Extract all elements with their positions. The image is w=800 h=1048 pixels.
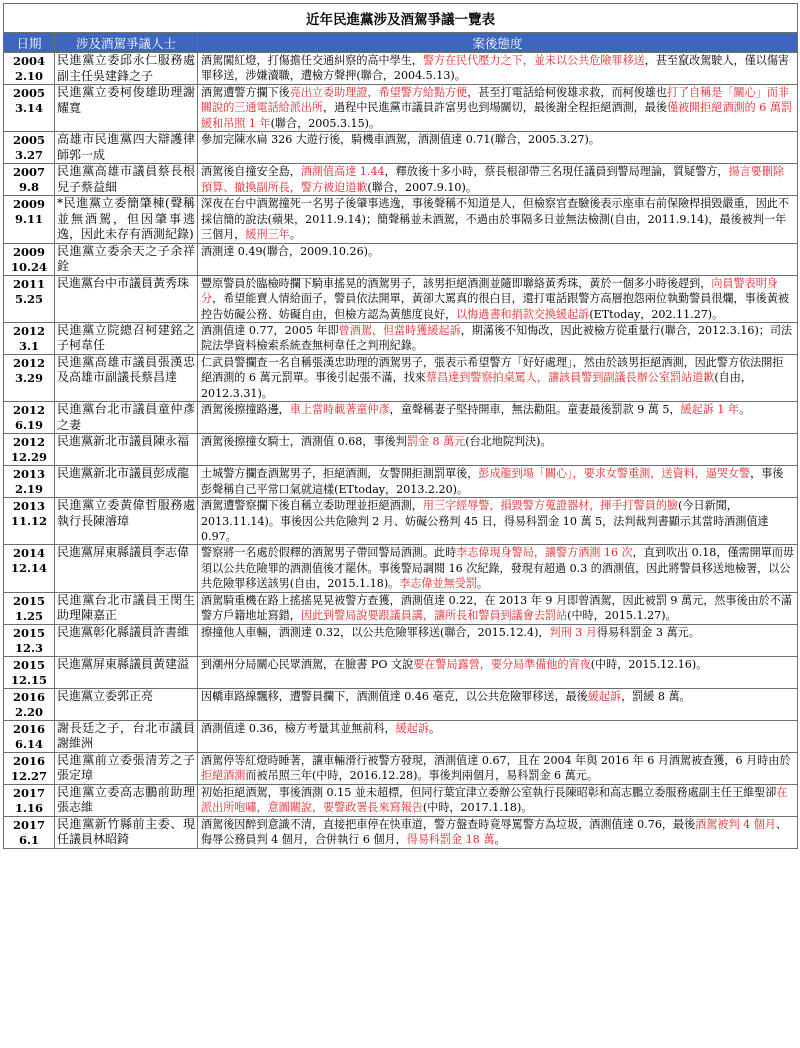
date-day: 1.25 [14,608,43,623]
description-text: ，甚至竄改駕駛人，僅以傷害罪移送，涉嫌瀆職，遭檢方聲押(聯合，2004.5.13)。 [201,54,790,83]
date-day: 12.29 [10,450,47,465]
date-cell [4,243,55,275]
attitude-cell [198,354,798,401]
description-text: 酒駕後擦撞路邊， [201,403,290,417]
date-cell [4,816,55,848]
person-cell: 民進黨台北市議員王閔生助理陳嘉正 [55,592,198,624]
date-year: 2017 [12,817,45,832]
date-cell [4,624,55,656]
date-cell [4,720,55,752]
date-day: 12.3 [14,640,43,655]
table-title: 近年民進黨涉及酒駕爭議一覽表 [4,4,798,33]
date-year: 2015 [12,657,45,672]
header-date: 日期 [4,33,55,53]
attitude-cell [198,752,798,784]
description-text: (聯合，2007.9.10)。 [367,180,477,194]
header-row [4,33,798,53]
highlight-text: 警方在民代壓力之下，並未以公共危險罪移送 [422,54,645,67]
person-cell: 民進黨立委柯俊雄助理謝耀寬 [55,85,198,132]
attitude-cell [198,466,798,498]
highlight-text: 在派出所咆嘯，意圖關說，要警政署長來寫報告 [201,785,788,814]
attitude-cell [198,498,798,545]
date-cell [4,85,55,132]
highlight-text: 車上當時載著童仲彥 [289,403,390,417]
attitude-cell [198,196,798,244]
attitude-cell [198,322,798,354]
date-day: 3.14 [14,101,43,115]
date-year: 2016 [12,689,45,704]
date-day: 5.25 [14,291,43,306]
date-cell [4,275,55,322]
description-text: ，直到吹出 0.18，僅需開單而毋須以公共危險罪的酒測值後才罷休。事後警局調閱 16 次紀錄，發現有超過 0.3 的酒測值，因此將警員移送地檢署，以公共危險罪移送該男(自由，2015.1.18)。 [201,546,795,591]
table-row [4,196,798,244]
date-cell [4,656,55,688]
table-row [4,498,798,545]
date-cell [4,498,55,545]
table-row [4,816,798,848]
table-row [4,402,798,434]
description-text: ，事後彭聲稱自己平常口氣就這樣(ETtoday，2013.2.20)。 [201,467,784,496]
table-row [4,720,798,752]
highlight-text: 緩起訴 1 年 [680,403,740,417]
description-text: 酒測值達 0.77，2005 年即 [201,323,339,337]
person-cell: 民進黨屏東縣議員黃建溢 [55,656,198,688]
description-text: 擦撞他人車輛，酒測達 0.32，以公共危險罪移送(聯合，2015.12.4)， [201,625,550,639]
attitude-cell [198,688,798,720]
date-cell [4,53,55,85]
highlight-text: 緩起訴 [395,721,429,735]
date-year: 2007 [12,165,45,180]
date-year: 2017 [12,785,45,800]
date-day: 1.16 [14,800,43,815]
table-row [4,434,798,466]
table-row [4,322,798,354]
date-year: 2012 [12,435,45,450]
attitude-cell [198,784,798,816]
person-cell: 民進黨新北市議員彭成龍 [55,466,198,498]
table-row [4,784,798,816]
description-text: 警察將一名處於假釋的酒駕男子帶回警局酒測。此時 [201,546,457,560]
highlight-text: 僅被開拒絕酒測的 6 萬罰緩和吊照 1 年 [201,101,793,130]
date-day: 12.15 [10,672,47,687]
description-text: 。 [289,228,301,242]
highlight-text: 要在警局露營，要分局準備他的宵夜 [413,657,591,671]
person-cell: 高雄市民進黨四大辯護律師郭一成 [55,132,198,164]
person-cell: 民進黨立委高志鵬前助理張志維 [55,784,198,816]
date-year: 2013 [12,499,45,514]
date-day: 2.20 [14,704,43,719]
highlight-text: 打了自稱是「關心」而非關說的三通電話給派出所 [201,86,790,115]
description-text: ，希望能賣人情給面子，警員依法開單，黃卻大罵真的很白目，還打電話跟警方高層抱怨兩位執勤警員很爛，事後黃被控告妨礙公務、妨礙自由，但檢方認為黃態度良好， [201,292,789,321]
date-cell [4,784,55,816]
highlight-text: 以悔過書和捐款交換緩起訴 [456,307,590,321]
description-text: 酒測值達 0.36，檢方考量其並無前科， [201,721,396,735]
highlight-text: 彭成龍到場「關心」，要求女警重測，送資料，逼哭女警 [478,467,751,481]
date-day: 3.1 [18,338,39,353]
description-text: 。 [494,833,506,846]
description-text: (今日新聞，2013.11.14)。事後因公共危險判 2 月、妨礙公務判 45 日，得易科罰金 10 萬 5，法判裁判書顯示其當時酒測值達 0.97。 [201,499,769,543]
date-cell [4,752,55,784]
person-cell: 民進黨新北市議員陳永福 [55,434,198,466]
description-text: 酒駕後擦撞女騎士，酒測值 0.68，事後判 [201,435,407,449]
date-cell [4,322,55,354]
description-text: (自由，2012.3.31)。 [201,371,752,400]
description-text: ，童聲稱妻子堅持開車，無法勸阻。童妻最後罰款 9 萬 5， [389,403,681,417]
date-cell [4,196,55,244]
person-cell: 民進黨立委郭正亮 [55,688,198,720]
header-person: 涉及酒駕爭議人士 [55,33,198,53]
person-cell: 民進黨高雄市議員蔡長根兒子蔡益細 [55,164,198,196]
date-year: 2015 [12,625,45,640]
description-text: 仁武員警攔查一名自稱張漢忠助理的酒駕男子，張表示希望警方「好好處理」，然由於該男拒絕酒測，因此警方依法開拒絕酒測的 6 萬元罰單。事後引起張不滿，找來 [201,355,784,385]
attitude-cell [198,164,798,196]
date-year: 2016 [12,753,45,768]
highlight-text: 曾酒駕，但當時獲緩起訴 [338,323,461,337]
description-text: 。 [428,721,441,735]
description-text: 豐原警員於臨檢時攔下騎車搖晃的酒駕男子，該男拒絕酒測並隨即聯絡黃秀珠，黃於一個多小時後趕到， [201,276,712,290]
table-row [4,466,798,498]
description-text: 土城警方攔查酒駕男子，拒絕酒測，女警開拒測罰單後， [201,467,479,481]
date-day: 12.27 [10,768,47,783]
table-row [4,85,798,132]
highlight-text: 亮出立委助理證，希望警方給點方便 [289,86,468,99]
date-day: 2.19 [14,482,43,497]
description-text: ，釋放後十多小時，蔡長根卻帶三名現任議員到警局理論，質疑警方， [384,165,729,179]
table-row [4,53,798,85]
description-text: 酒駕後自撞安全島， [201,165,301,179]
date-day: 11.12 [10,514,47,529]
description-text: 到潮州分局關心民眾酒駕，在臉書 PO 文說 [201,657,414,671]
date-day: 6.1 [18,832,39,847]
description-text: (聯合，2005.3.15)。 [270,116,381,130]
description-text: 酒駕停等紅燈時睡著，讓車輛滑行被警方發現，酒測值達 0.67，且在 2004 年與 2016 年 6 月酒駕被查獲，6 月時由於 [201,753,791,767]
description-text: ，甚至打電話給柯俊雄求救，而柯俊雄也 [467,86,667,99]
person-cell: 民進黨立委邱永仁服務處副主任吳建鋒之子 [55,53,198,85]
highlight-text: 緩起訴 [587,689,622,703]
date-day: 9.8 [18,180,39,195]
date-year: 2009 [12,197,45,212]
attitude-cell [198,53,798,85]
date-year: 2012 [12,323,45,338]
date-day: 3.29 [14,370,43,385]
date-day: 6.19 [14,418,43,433]
highlight-text: 酒駕被判 4 個月 [695,817,776,831]
person-cell: 民進黨台北市議員童仲彥之妻 [55,402,198,434]
date-year: 2004 [12,54,45,68]
attitude-cell [198,720,798,752]
description-text: (中時，2015.1.27)。 [567,609,677,622]
description-text: 酒駕遭警察攔下後自稱立委助理並拒絕酒測， [201,499,423,513]
dui-controversy-table [3,3,798,849]
attitude-cell [198,656,798,688]
header-attitude: 案後態度 [198,33,798,53]
person-cell: 民進黨台中市議員黃秀珠 [55,275,198,322]
date-day: 12.14 [10,561,47,576]
date-cell [4,402,55,434]
description-text: 酒駕闖紅燈，打傷擔任交通糾察的高中學生， [201,54,423,67]
attitude-cell [198,243,798,275]
date-day: 6.14 [14,736,43,751]
description-text: 得易科罰金 3 萬元。 [596,625,700,639]
attitude-cell [198,85,798,132]
table-row [4,752,798,784]
table-row [4,164,798,196]
table-row [4,275,798,322]
date-day: 2.10 [14,69,43,83]
highlight-text: 罰金 8 萬元 [406,435,466,449]
date-cell [4,164,55,196]
attitude-cell [198,132,798,164]
attitude-cell [198,402,798,434]
person-cell: 民進黨立院總召柯建銘之子柯韋任 [55,322,198,354]
person-cell: 民進黨高雄市議員張漢忠及高雄市副議長蔡昌達 [55,354,198,401]
attitude-cell [198,624,798,656]
date-cell [4,545,55,592]
table-body [4,53,798,849]
table-row [4,592,798,624]
highlight-text: 得易科罰金 18 萬 [406,833,495,846]
highlight-text: 向員警表明身分 [201,276,778,306]
highlight-text: 李志偉現身警局，讓警方酒測 16 次 [456,546,633,560]
date-year: 2012 [12,403,45,418]
highlight-text: 蔡昌達到警察拍桌罵人，讓該員警到副議長辦公室罰站道歉 [425,371,715,385]
highlight-text: 因此到警局說要跟議員講，讓所長和警員到議會去罰站 [300,609,568,622]
table-row [4,132,798,164]
date-year: 2011 [12,276,45,291]
description-text: (台北地院判決)。 [465,435,552,449]
description-text: 酒駕騎重機在路上搖搖晃晃被警方查獲，酒測值達 0.22，在 2013 年 9 月即曾酒駕，因此被罰 9 萬元，然事後由於不滿警方戶籍地址寫錯， [201,593,792,622]
description-text: 。 [739,403,751,417]
person-cell: 民進黨屏東縣議員李志偉 [55,545,198,592]
date-day: 3.27 [14,148,43,163]
description-text: 酒駕遭警方攔下後 [201,86,290,99]
description-text: (ETtoday，202.11.27)。 [589,307,724,321]
highlight-text: 揚言要刪除預算、撤換副所長，警方被迫道歉 [201,165,784,194]
table-row [4,243,798,275]
date-cell [4,592,55,624]
highlight-text: 用三字經辱警，損毀警方蒐證器材，揮手打警員的臉 [422,499,679,513]
description-text: ，期滿後不知悔改，因此被檢方從重量行(聯合，2012.3.16)；司法院法學資料檢索系統查無柯韋任之判刑紀錄。 [201,323,793,353]
highlight-text: 拒絕酒測 [201,769,246,782]
date-year: 2015 [12,593,45,608]
description-text: 因轎車路線飄移，遭警員攔下，酒測值達 0.46 毫克，以公共危險罪移送，最後 [201,689,588,703]
highlight-text: 判刑 3 月 [549,625,597,639]
date-year: 2005 [12,86,45,100]
description-text: 深夜在台中酒駕撞死一名男子後肇事逃逸，事後聲稱不知道是人，但檢察官查驗後表示座車右前保險桿損毀嚴重，因此不採信簡的說法(蘋果，2011.9.14)；簡聲稱並未酒駕，不過由於事隔多日並無法檢測(自由，2011.9.14)，最後被判一年三個月， [201,197,789,242]
date-cell [4,466,55,498]
description-text: 初始拒絕酒駕，事後酒測 0.15 並未超標，但同行葉宜津立委辦公室執行長陳昭彰和高志鵬立委服務處副主任王維聖卻 [201,785,777,799]
highlight-text: 酒測值高達 1.44 [300,165,385,179]
description-text: (中時，2015.12.16)。 [590,657,708,671]
description-text: 酒測達 0.49(聯合，2009.10.26)。 [201,244,380,258]
table-row [4,545,798,592]
date-year: 2016 [12,721,45,736]
description-text: 而被吊照三年(中時，2016.12.28)。事後判兩個月，易科罰金 6 萬元。 [245,769,598,782]
attitude-cell [198,434,798,466]
date-year: 2012 [12,355,45,370]
date-cell [4,354,55,401]
description-text: 酒駕後因醉到意識不清，直接把車停在快車道，警方盤查時竟辱罵警方為垃圾，酒測值達 0.76，最後 [201,817,696,831]
date-cell [4,688,55,720]
person-cell: 民進黨立委黃偉哲服務處執行長陳濬璋 [55,498,198,545]
person-cell: 謝長廷之子，台北市議員謝維洲 [55,720,198,752]
date-year: 2014 [12,546,45,561]
table-row [4,354,798,401]
attitude-cell [198,545,798,592]
table-row [4,656,798,688]
attitude-cell [198,592,798,624]
attitude-cell [198,816,798,848]
description-text: (中時，2017.1.18)。 [422,801,533,814]
person-cell: 民進黨新竹縣前主委、現任議員林昭錡 [55,816,198,848]
date-cell [4,132,55,164]
description-text: ，罰緩 8 萬。 [621,689,691,703]
date-day: 10.24 [10,259,47,274]
date-cell [4,434,55,466]
description-text: 參加完陳水扁 326 大遊行後，騎機車酒駕，酒測值達 0.71(聯合，2005.3.27)。 [201,133,600,147]
description-text: ，過程中民進黨市議員許富男也到場關切，最後謝全程拒絕酒測，最後 [323,101,667,115]
highlight-text: 緩刑三年 [245,228,290,242]
date-year: 2013 [12,467,45,482]
date-year: 2005 [12,133,45,148]
description-text: 。 [476,577,489,591]
date-year: 2009 [12,244,45,259]
table-row [4,624,798,656]
person-cell: *民進黨立委簡肇棟(聲稱並無酒駕，但因肇事逃逸，因此未存有酒測紀錄) [55,196,198,244]
person-cell: 民進黨前立委張清芳之子張定璋 [55,752,198,784]
highlight-text: 李志偉並無受罰 [399,577,477,591]
date-day: 9.11 [14,212,43,227]
table-row [4,688,798,720]
description-text: 、侮辱公務員判 4 個月，合併執行 6 個月， [201,817,787,846]
person-cell: 民進黨彰化縣議員許書維 [55,624,198,656]
attitude-cell [198,275,798,322]
person-cell: 民進黨立委余天之子余祥銓 [55,243,198,275]
